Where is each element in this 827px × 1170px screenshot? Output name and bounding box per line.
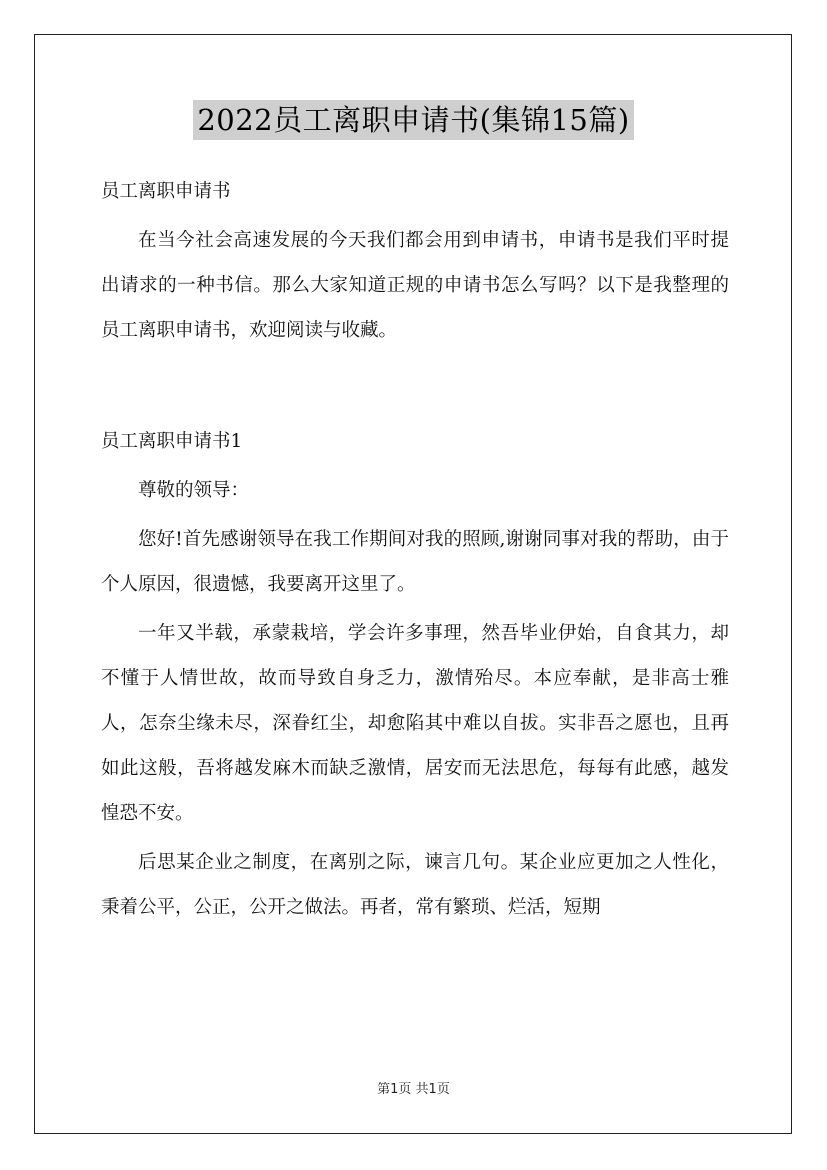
salutation: 尊敬的领导：	[138, 480, 250, 501]
body-paragraph-2: 一年又半载，承蒙栽培，学会许多事理，然吾毕业伊始，自食其力，却不懂于人情世故，故而导致自身乏力，激情殆尽。本应奉献，是非高士雅人，怎奈尘缘未尽，深眷红尘，却愈陷其中难以自拔。实非吾之愿也，且再如此这般，吾将越发麻木而缺乏激情，居安而无法思危，每每有此感，越发惶恐不安。	[101, 623, 729, 824]
section-heading: 员工离职申请书1	[101, 431, 243, 452]
intro-paragraph: 在当今社会高速发展的今天我们都会用到申请书，申请书是我们平时提出请求的一种书信。那么大家知道正规的申请书怎么写吗？以下是我整理的员工离职申请书，欢迎阅读与收藏。	[101, 230, 729, 341]
page-number: 第1页 共1页	[377, 1082, 450, 1097]
document-body	[101, 169, 729, 930]
body-paragraph-3: 后思某企业之制度，在离别之际，谏言几句。某企业应更加之人性化，秉着公平，公正，公开之做法。再者，常有繁琐、烂活，短期	[101, 852, 729, 918]
intro-heading: 员工离职申请书	[101, 181, 231, 202]
spacer	[101, 353, 729, 419]
document-title: 2022员工离职申请书(集锦15篇)	[193, 100, 633, 140]
page-footer	[0, 1081, 827, 1099]
body-paragraph-1: 您好!首先感谢领导在我工作期间对我的照顾,谢谢同事对我的帮助，由于个人原因，很遗憾，我要离开这里了。	[101, 529, 729, 595]
title-container	[0, 100, 827, 140]
